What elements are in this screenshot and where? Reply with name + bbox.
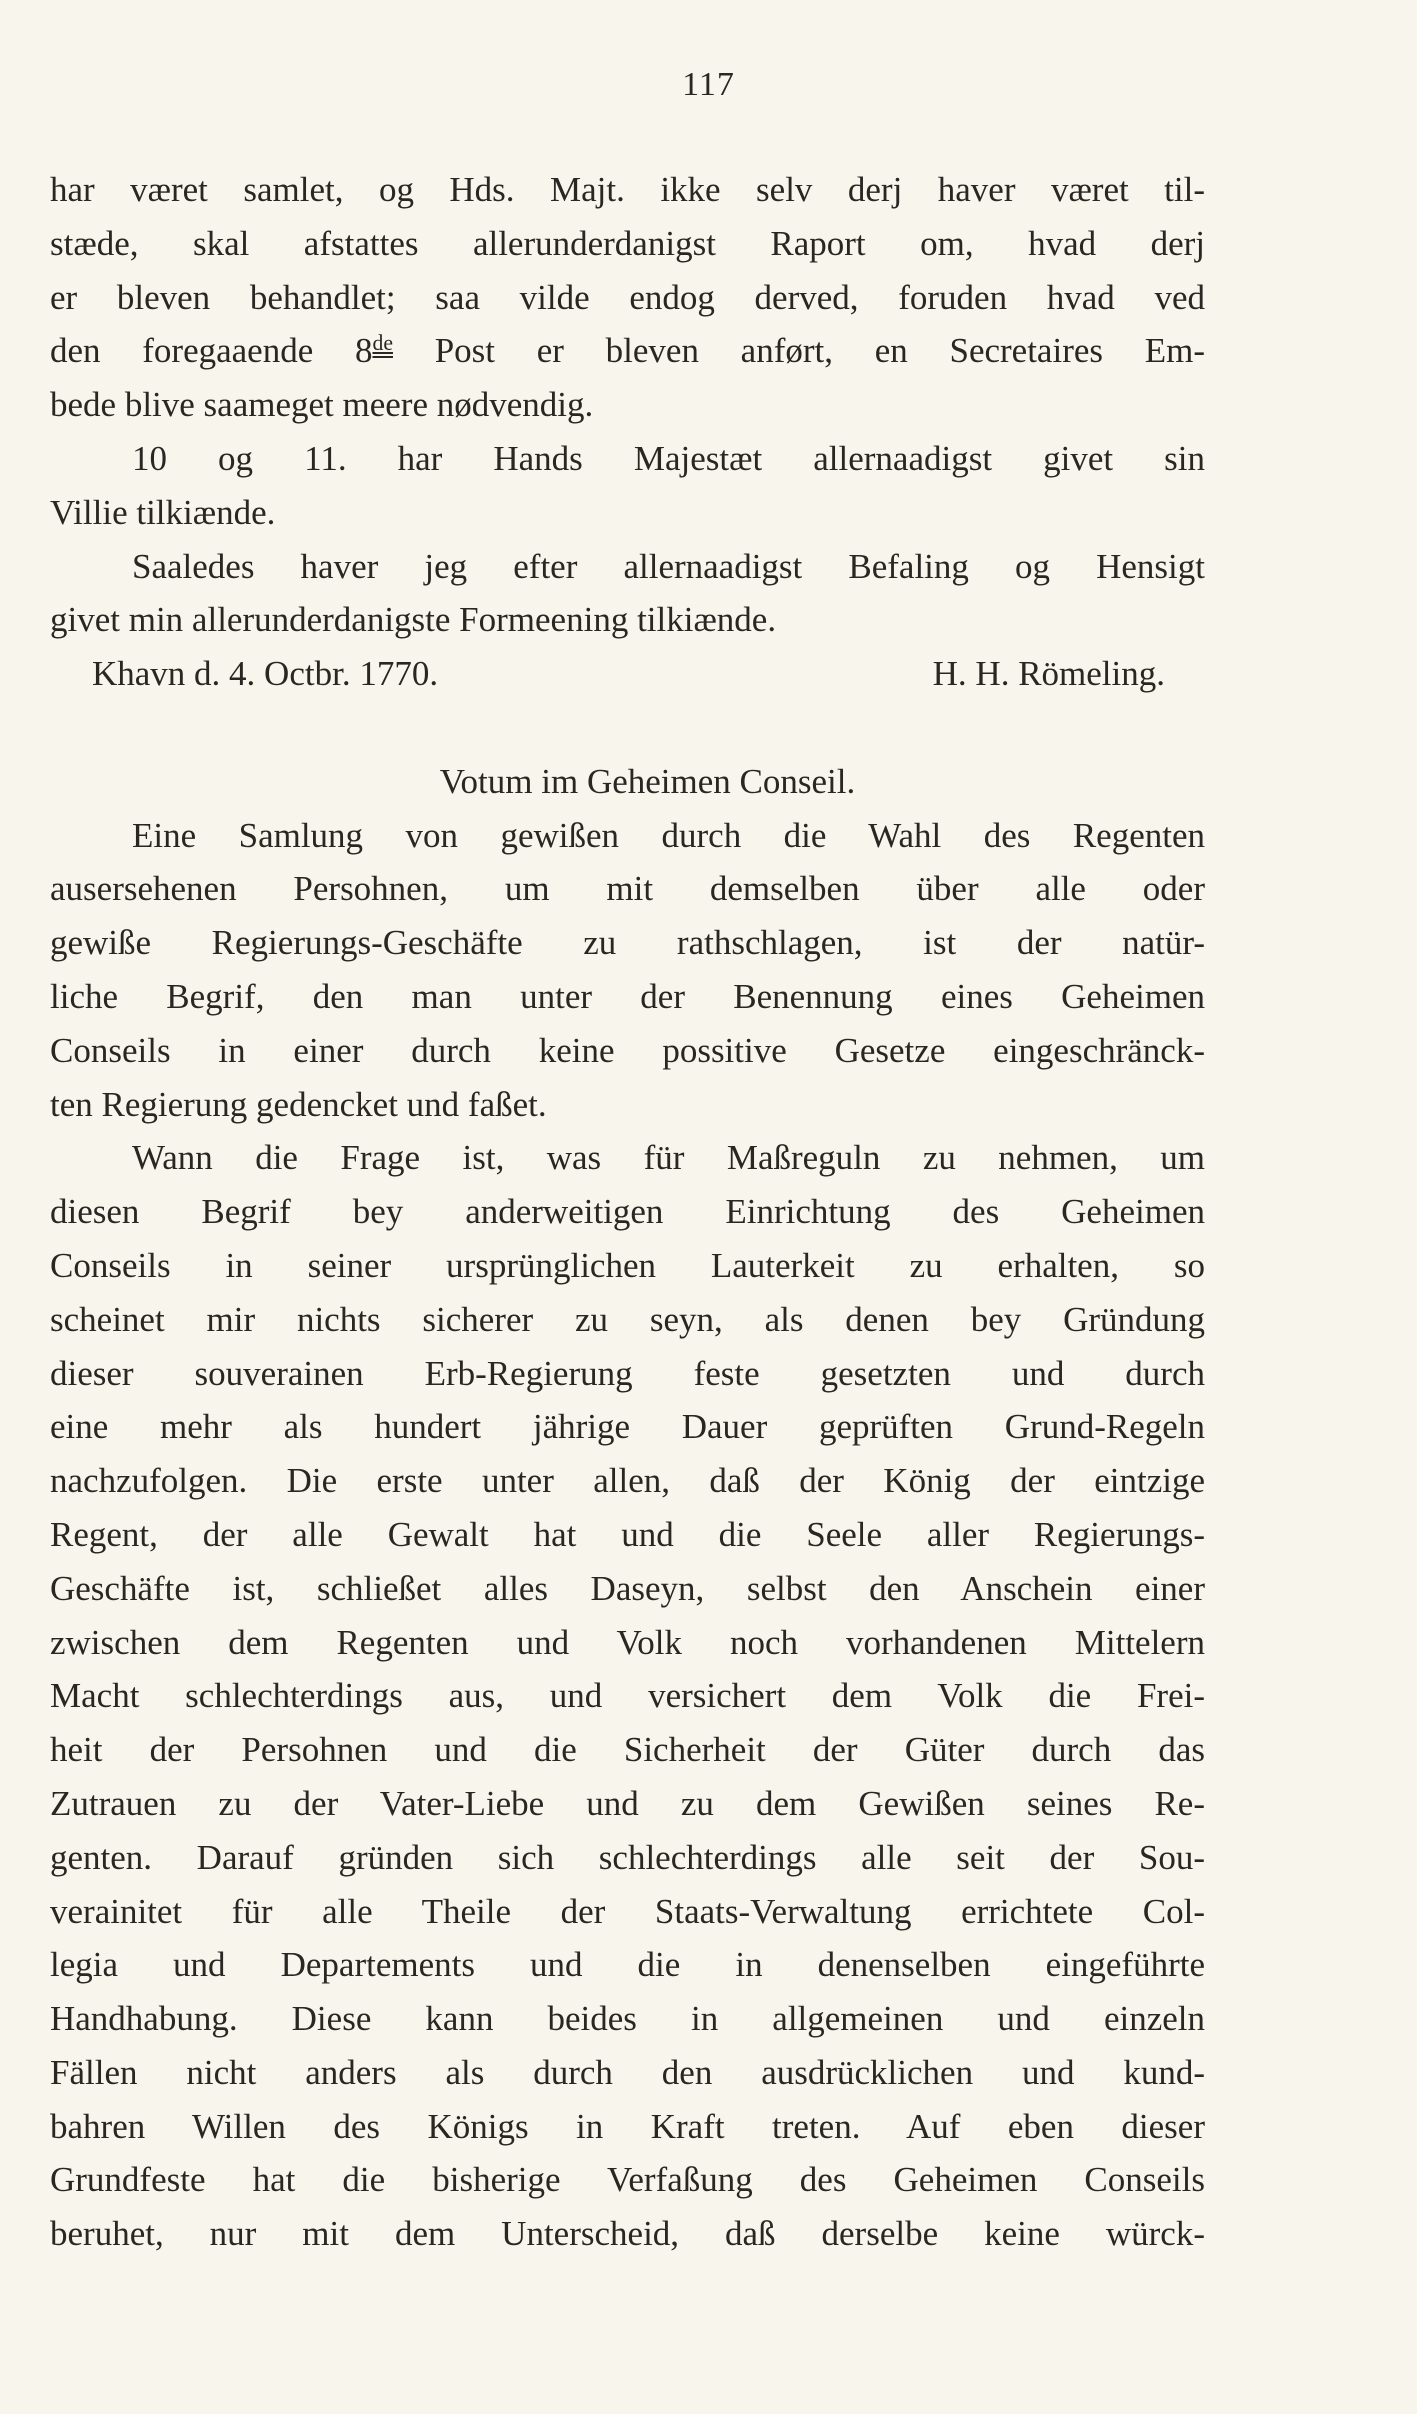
text-fragment: den foregaaende 8: [50, 331, 373, 371]
text-line: bede blive saameget meere nødvendig.: [50, 385, 594, 425]
text-line: beruhet, nur mit dem Unterscheid, daß derselbe keine würck-: [50, 2214, 1205, 2254]
spacer: [50, 701, 1205, 755]
text-line: heit der Persohnen und die Sicherheit der Güter durch das: [50, 1730, 1205, 1770]
text-line: Geschäfte ist, schließet alles Daseyn, selbst den Anschein einer: [50, 1568, 1205, 1608]
text-line: ten Regierung gedencket und faßet.: [50, 1084, 547, 1124]
text-line: Wann die Frage ist, was für Maßreguln zu nehmen, um: [132, 1138, 1205, 1178]
text-line: liche Begrif, den man unter der Benennung eines Geheimen: [50, 976, 1205, 1016]
section-heading: Votum im Geheimen Conseil.: [439, 761, 856, 801]
text-line: har været samlet, og Hds. Majt. ikke selv derj haver været til-: [50, 170, 1205, 209]
text-line: Eine Samlung von gewißen durch die Wahl des Regenten: [132, 815, 1205, 855]
text-line: zwischen dem Regenten und Volk noch vorhandenen Mittelern: [50, 1622, 1205, 1662]
text-line: verainitet für alle Theile der Staats-Verwaltung errichtete Col-: [50, 1891, 1205, 1931]
page-number: 117: [682, 66, 735, 103]
text-line: Macht schlechterdings aus, und versichert dem Volk die Frei-: [50, 1676, 1205, 1716]
text-line: gewiße Regierungs-Geschäfte zu rathschlagen, ist der natür-: [50, 923, 1205, 963]
text-line: nachzufolgen. Die erste unter allen, daß der König der eintzige: [50, 1461, 1205, 1501]
place-date: Khavn d. 4. Octbr. 1770.: [92, 654, 439, 694]
text-line: Regent, der alle Gewalt hat und die Seele aller Regierungs-: [50, 1514, 1205, 1554]
text-line: legia und Departements und die in denenselben eingeführte: [50, 1945, 1205, 1985]
text-line: givet min allerunderdanigste Formeening tilkiænde.: [50, 600, 777, 640]
text-line: bahren Willen des Königs in Kraft treten. Auf eben dieser: [50, 2106, 1205, 2146]
text-line: stæde, skal afstattes allerunderdanigst Raport om, hvad derj: [50, 223, 1205, 263]
main-text: [50, 163, 1205, 2261]
text-fragment: Post er bleven anført, en Secretaires Em-: [392, 331, 1205, 371]
text-line: dieser souverainen Erb-Regierung feste gesetzten und durch: [50, 1353, 1205, 1393]
text-line: Grundfeste hat die bisherige Verfaßung des Geheimen Conseils: [50, 2160, 1205, 2200]
text-line: Conseils in einer durch keine possitive Gesetze eingeschränck-: [50, 1030, 1205, 1070]
signature-line: [50, 647, 1205, 701]
text-line: [50, 324, 1205, 378]
text-line: Zutrauen zu der Vater-Liebe und zu dem Gewißen seines Re-: [50, 1783, 1205, 1823]
text-line: Handhabung. Diese kann beides in allgemeinen und einzeln: [50, 1999, 1205, 2039]
text-line: diesen Begrif bey anderweitigen Einrichtung des Geheimen: [50, 1192, 1205, 1232]
text-line: er bleven behandlet; saa vilde endog derved, foruden hvad ved: [50, 277, 1205, 317]
text-line: genten. Darauf gründen sich schlechterdings alle seit der Sou-: [50, 1837, 1205, 1877]
text-line: Fällen nicht anders als durch den ausdrücklichen und kund-: [50, 2052, 1205, 2092]
text-line: Conseils in seiner ursprünglichen Lauterkeit zu erhalten, so: [50, 1245, 1205, 1285]
signatory-name: H. H. Römeling.: [932, 654, 1165, 694]
text-line: Villie tilkiænde.: [50, 492, 276, 532]
text-line: 10 og 11. har Hands Majestæt allernaadigst givet sin: [132, 438, 1205, 478]
text-line: Saaledes haver jeg efter allernaadigst Befaling og Hensigt: [132, 546, 1205, 586]
text-line: scheinet mir nichts sicherer zu seyn, als denen bey Gründung: [50, 1299, 1205, 1339]
text-line: ausersehenen Persohnen, um mit demselben über alle oder: [50, 869, 1205, 909]
ordinal-superscript: de: [372, 331, 393, 356]
text-line: eine mehr als hundert jährige Dauer geprüften Grund-Regeln: [50, 1407, 1205, 1447]
